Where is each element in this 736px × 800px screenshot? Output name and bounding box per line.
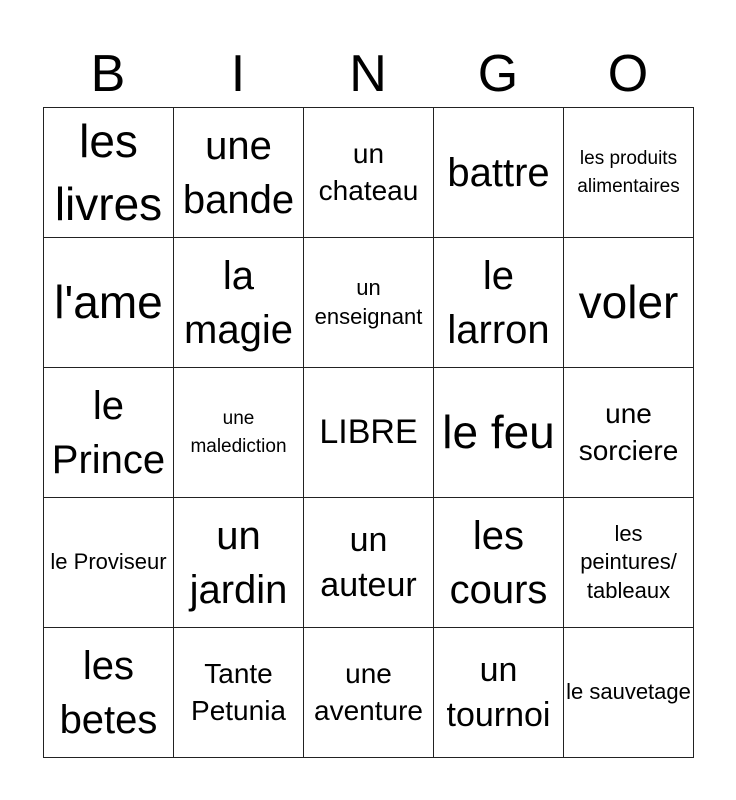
- bingo-cell[interactable]: [564, 368, 694, 498]
- bingo-cell[interactable]: [44, 498, 174, 628]
- cell-text: une aventure: [314, 658, 423, 726]
- header-letter-b: B: [90, 45, 126, 103]
- bingo-cell[interactable]: [174, 368, 304, 498]
- cell-text: les produits alimentaires: [577, 147, 680, 197]
- bingo-cell[interactable]: [44, 628, 174, 758]
- cell-text: LIBRE: [319, 413, 418, 452]
- cell-text: une malediction: [190, 407, 287, 457]
- header-letter-n: N: [349, 45, 387, 103]
- bingo-cell[interactable]: [434, 498, 564, 628]
- cell-text: un chateau: [318, 138, 419, 206]
- bingo-cell[interactable]: [44, 238, 174, 368]
- bingo-cell[interactable]: [304, 628, 434, 758]
- bingo-cell[interactable]: [564, 498, 694, 628]
- bingo-cell[interactable]: [174, 108, 304, 238]
- bingo-cell[interactable]: [44, 108, 174, 238]
- cell-text: le feu: [442, 406, 555, 459]
- cell-text: un enseignant: [314, 274, 423, 329]
- bingo-cell[interactable]: [434, 108, 564, 238]
- header-letter-g: G: [477, 45, 519, 103]
- bingo-cell[interactable]: [304, 498, 434, 628]
- bingo-cell[interactable]: [564, 628, 694, 758]
- cell-text: les peintures/ tableaux: [580, 520, 677, 603]
- bingo-cell[interactable]: [434, 628, 564, 758]
- cell-text: le Proviseur: [50, 549, 167, 575]
- cell-text: battre: [447, 150, 550, 195]
- bingo-cell[interactable]: [44, 368, 174, 498]
- cell-text: le Prince: [51, 383, 166, 482]
- bingo-cell[interactable]: [174, 238, 304, 368]
- cell-text: Tante Petunia: [191, 658, 286, 726]
- bingo-cell[interactable]: [304, 238, 434, 368]
- cell-text: un tournoi: [446, 651, 551, 734]
- bingo-cell[interactable]: [174, 628, 304, 758]
- free-space-cell[interactable]: [304, 368, 434, 498]
- cell-text: un auteur: [320, 521, 417, 604]
- cell-text: un jardin: [189, 513, 288, 612]
- bingo-cell[interactable]: [304, 108, 434, 238]
- header-letter-o: O: [607, 45, 649, 103]
- cell-text: le sauvetage: [566, 679, 691, 705]
- header-letter-i: I: [230, 45, 246, 103]
- bingo-cell[interactable]: [434, 238, 564, 368]
- bingo-cell[interactable]: [564, 238, 694, 368]
- bingo-board: [43, 107, 694, 758]
- cell-text: le larron: [447, 253, 550, 352]
- bingo-cell[interactable]: [434, 368, 564, 498]
- cell-text: voler: [578, 276, 679, 329]
- cell-text: une sorciere: [578, 398, 679, 466]
- cell-text: les livres: [54, 115, 163, 230]
- bingo-header: [43, 42, 693, 106]
- cell-text: les betes: [59, 643, 158, 742]
- bingo-cell[interactable]: [174, 498, 304, 628]
- cell-text: une bande: [182, 123, 295, 222]
- cell-text: les cours: [449, 513, 548, 612]
- bingo-cell[interactable]: [564, 108, 694, 238]
- cell-text: l'ame: [54, 276, 163, 329]
- cell-text: la magie: [184, 253, 293, 352]
